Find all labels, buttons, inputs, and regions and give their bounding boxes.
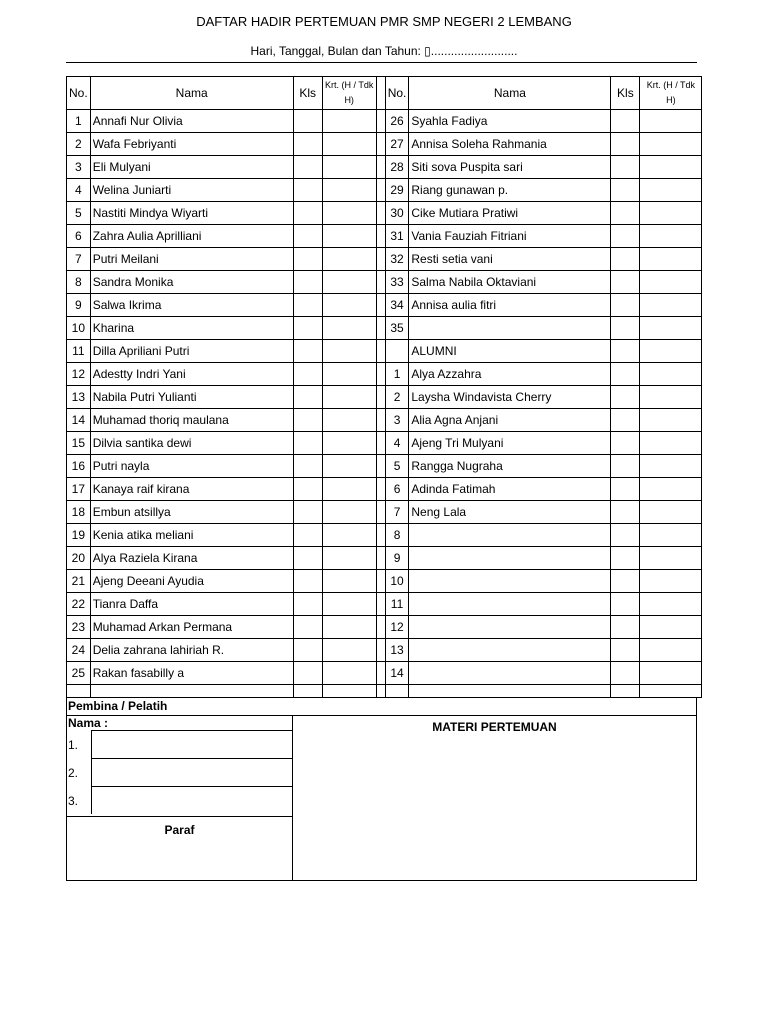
kls-cell[interactable] xyxy=(611,524,640,547)
row-number-left: 19 xyxy=(67,524,91,547)
member-name-left: Dilla Apriliani Putri xyxy=(90,340,293,363)
member-name-right xyxy=(409,524,611,547)
table-row xyxy=(67,294,702,317)
kls-cell[interactable] xyxy=(611,639,640,662)
member-name-left: Delia zahrana lahiriah R. xyxy=(90,639,293,662)
member-name-left: Putri nayla xyxy=(90,455,293,478)
attendance-cell[interactable] xyxy=(322,317,376,340)
row-number-right: 9 xyxy=(385,547,409,570)
attendance-cell[interactable] xyxy=(640,271,702,294)
row-number-right: 1 xyxy=(385,363,409,386)
kls-cell[interactable] xyxy=(611,179,640,202)
member-name-left: Annafi Nur Olivia xyxy=(90,110,293,133)
signature-row xyxy=(67,758,292,786)
column-separator xyxy=(376,156,385,179)
attendance-cell[interactable] xyxy=(322,248,376,271)
row-number-left: 2 xyxy=(67,133,91,156)
kls-cell[interactable] xyxy=(611,133,640,156)
member-name-left: Kanaya raif kirana xyxy=(90,478,293,501)
table-header-row xyxy=(67,77,702,110)
column-separator xyxy=(376,363,385,386)
kls-cell[interactable] xyxy=(611,340,640,363)
row-number-right: 27 xyxy=(385,133,409,156)
row-number-right: 32 xyxy=(385,248,409,271)
attendance-cell[interactable] xyxy=(322,202,376,225)
signature-row xyxy=(67,786,292,814)
row-number-right: 13 xyxy=(385,639,409,662)
attendance-cell[interactable] xyxy=(640,501,702,524)
member-name-right: Vania Fauziah Fitriani xyxy=(409,225,611,248)
kls-cell[interactable] xyxy=(293,363,322,386)
attendance-cell[interactable] xyxy=(322,570,376,593)
pembina-signature-column xyxy=(67,715,293,880)
column-separator xyxy=(376,455,385,478)
row-number-left: 14 xyxy=(67,409,91,432)
table-row xyxy=(67,317,702,340)
column-separator xyxy=(376,225,385,248)
column-separator xyxy=(376,271,385,294)
member-name-left: Kharina xyxy=(90,317,293,340)
column-separator xyxy=(376,409,385,432)
kls-cell[interactable] xyxy=(293,225,322,248)
kls-cell[interactable] xyxy=(293,248,322,271)
attendance-cell[interactable] xyxy=(640,547,702,570)
member-name-right xyxy=(409,662,611,685)
kls-cell[interactable] xyxy=(293,317,322,340)
kls-cell[interactable] xyxy=(293,524,322,547)
table-row xyxy=(67,432,702,455)
row-number-right: 30 xyxy=(385,202,409,225)
member-name-left: Muhamad Arkan Permana xyxy=(90,616,293,639)
kls-cell[interactable] xyxy=(293,616,322,639)
date-line: Hari, Tanggal, Bulan dan Tahun: ▯.......................... xyxy=(250,44,518,58)
column-separator xyxy=(376,639,385,662)
kls-cell[interactable] xyxy=(293,593,322,616)
member-name-right xyxy=(409,639,611,662)
attendance-cell[interactable] xyxy=(322,547,376,570)
member-name-right: Annisa Soleha Rahmania xyxy=(409,133,611,156)
attendance-cell[interactable] xyxy=(322,478,376,501)
blank-cell xyxy=(293,685,322,698)
table-row xyxy=(67,547,702,570)
kls-cell[interactable] xyxy=(611,409,640,432)
row-number-right: 7 xyxy=(385,501,409,524)
column-separator xyxy=(376,524,385,547)
kls-cell[interactable] xyxy=(293,501,322,524)
column-separator xyxy=(376,547,385,570)
column-separator xyxy=(376,616,385,639)
row-number-right: 5 xyxy=(385,455,409,478)
page-title: DAFTAR HADIR PERTEMUAN PMR SMP NEGERI 2 LEMBANG xyxy=(196,14,572,29)
materi-pertemuan-label: MATERI PERTEMUAN xyxy=(432,720,557,734)
member-name-left: Rakan fasabilly a xyxy=(90,662,293,685)
column-separator xyxy=(376,133,385,156)
kls-cell[interactable] xyxy=(293,340,322,363)
kls-cell[interactable] xyxy=(611,478,640,501)
attendance-cell[interactable] xyxy=(640,478,702,501)
kls-cell[interactable] xyxy=(293,202,322,225)
attendance-cell[interactable] xyxy=(640,662,702,685)
row-number-right: 4 xyxy=(385,432,409,455)
row-number-left: 1 xyxy=(67,110,91,133)
table-row xyxy=(67,225,702,248)
row-number-right xyxy=(385,340,409,363)
kls-cell[interactable] xyxy=(611,110,640,133)
attendance-cell[interactable] xyxy=(322,179,376,202)
table-row xyxy=(67,340,702,363)
row-number-right: 12 xyxy=(385,616,409,639)
row-number-left: 16 xyxy=(67,455,91,478)
blank-row xyxy=(67,685,702,698)
row-number-left: 17 xyxy=(67,478,91,501)
row-number-left: 24 xyxy=(67,639,91,662)
table-row xyxy=(67,616,702,639)
table-row xyxy=(67,409,702,432)
kls-cell[interactable] xyxy=(611,225,640,248)
member-name-right: ALUMNI xyxy=(409,340,611,363)
kls-cell[interactable] xyxy=(611,317,640,340)
row-number-left: 8 xyxy=(67,271,91,294)
attendance-cell[interactable] xyxy=(322,455,376,478)
member-name-right: Alia Agna Anjani xyxy=(409,409,611,432)
blank-cell xyxy=(640,685,702,698)
row-number-left: 11 xyxy=(67,340,91,363)
column-separator xyxy=(376,317,385,340)
kls-cell[interactable] xyxy=(293,386,322,409)
member-name-left: Ajeng Deeani Ayudia xyxy=(90,570,293,593)
kls-cell[interactable] xyxy=(293,639,322,662)
header-krt-left: Krt. (H / Tdk H) xyxy=(322,77,376,110)
attendance-cell[interactable] xyxy=(640,110,702,133)
attendance-cell[interactable] xyxy=(322,409,376,432)
row-number-right: 28 xyxy=(385,156,409,179)
kls-cell[interactable] xyxy=(293,294,322,317)
attendance-cell[interactable] xyxy=(640,409,702,432)
column-separator xyxy=(376,593,385,616)
attendance-cell[interactable] xyxy=(322,593,376,616)
column-separator xyxy=(376,386,385,409)
attendance-cell[interactable] xyxy=(322,156,376,179)
attendance-cell[interactable] xyxy=(322,363,376,386)
member-name-right: Annisa aulia fitri xyxy=(409,294,611,317)
attendance-cell[interactable] xyxy=(322,524,376,547)
attendance-cell[interactable] xyxy=(322,225,376,248)
signature-index: 1. xyxy=(68,738,79,752)
attendance-cell[interactable] xyxy=(640,225,702,248)
kls-cell[interactable] xyxy=(611,547,640,570)
nama-label: Nama : xyxy=(68,716,109,730)
header-no-right: No. xyxy=(385,77,409,110)
attendance-cell[interactable] xyxy=(640,639,702,662)
kls-cell[interactable] xyxy=(611,455,640,478)
table-row xyxy=(67,202,702,225)
member-name-right xyxy=(409,616,611,639)
kls-cell[interactable] xyxy=(611,271,640,294)
member-name-right: Alya Azzahra xyxy=(409,363,611,386)
column-separator xyxy=(376,248,385,271)
row-number-left: 23 xyxy=(67,616,91,639)
member-name-left: Eli Mulyani xyxy=(90,156,293,179)
kls-cell[interactable] xyxy=(611,432,640,455)
member-name-right xyxy=(409,570,611,593)
row-number-right: 8 xyxy=(385,524,409,547)
title-divider xyxy=(66,62,697,63)
member-name-left: Dilvia santika dewi xyxy=(90,432,293,455)
table-row xyxy=(67,386,702,409)
member-name-left: Alya Raziela Kirana xyxy=(90,547,293,570)
member-name-right xyxy=(409,593,611,616)
table-row xyxy=(67,593,702,616)
column-separator xyxy=(376,294,385,317)
row-number-left: 15 xyxy=(67,432,91,455)
kls-cell[interactable] xyxy=(611,501,640,524)
member-name-right: Ajeng Tri Mulyani xyxy=(409,432,611,455)
row-number-right: 31 xyxy=(385,225,409,248)
attendance-cell[interactable] xyxy=(640,616,702,639)
blank-cell xyxy=(409,685,611,698)
kls-cell[interactable] xyxy=(293,570,322,593)
table-row xyxy=(67,248,702,271)
member-name-right: Laysha Windavista Cherry xyxy=(409,386,611,409)
attendance-cell[interactable] xyxy=(640,432,702,455)
kls-cell[interactable] xyxy=(293,455,322,478)
kls-cell[interactable] xyxy=(293,409,322,432)
column-separator xyxy=(376,432,385,455)
row-number-left: 5 xyxy=(67,202,91,225)
attendance-cell[interactable] xyxy=(640,386,702,409)
kls-cell[interactable] xyxy=(611,593,640,616)
table-row xyxy=(67,271,702,294)
member-name-left: Tianra Daffa xyxy=(90,593,293,616)
member-name-right: Riang gunawan p. xyxy=(409,179,611,202)
header-kls-left: Kls xyxy=(293,77,322,110)
member-name-right: Resti setia vani xyxy=(409,248,611,271)
attendance-cell[interactable] xyxy=(640,179,702,202)
member-name-left: Nastiti Mindya Wiyarti xyxy=(90,202,293,225)
blank-cell xyxy=(376,685,385,698)
row-number-right: 6 xyxy=(385,478,409,501)
blank-cell xyxy=(67,685,91,698)
signature-box[interactable] xyxy=(91,758,292,786)
attendance-cell[interactable] xyxy=(322,432,376,455)
table-row xyxy=(67,639,702,662)
attendance-cell[interactable] xyxy=(640,317,702,340)
kls-cell[interactable] xyxy=(293,547,322,570)
attendance-cell[interactable] xyxy=(640,156,702,179)
attendance-cell[interactable] xyxy=(322,294,376,317)
row-number-left: 4 xyxy=(67,179,91,202)
member-name-left: Adestty Indri Yani xyxy=(90,363,293,386)
row-number-left: 20 xyxy=(67,547,91,570)
member-name-right: Neng Lala xyxy=(409,501,611,524)
row-number-left: 18 xyxy=(67,501,91,524)
member-name-right: Siti sova Puspita sari xyxy=(409,156,611,179)
row-number-left: 21 xyxy=(67,570,91,593)
attendance-table xyxy=(66,76,702,698)
attendance-cell[interactable] xyxy=(322,340,376,363)
kls-cell[interactable] xyxy=(293,432,322,455)
attendance-cell[interactable] xyxy=(322,386,376,409)
member-name-left: Zahra Aulia Aprilliani xyxy=(90,225,293,248)
kls-cell[interactable] xyxy=(611,294,640,317)
attendance-cell[interactable] xyxy=(640,593,702,616)
signature-box[interactable] xyxy=(91,730,292,758)
blank-cell xyxy=(385,685,409,698)
column-separator xyxy=(376,77,385,110)
member-name-right: Syahla Fadiya xyxy=(409,110,611,133)
kls-cell[interactable] xyxy=(293,179,322,202)
table-row xyxy=(67,524,702,547)
row-number-right: 33 xyxy=(385,271,409,294)
table-row xyxy=(67,133,702,156)
member-name-right: Rangga Nugraha xyxy=(409,455,611,478)
kls-cell[interactable] xyxy=(293,662,322,685)
attendance-cell[interactable] xyxy=(322,639,376,662)
member-name-left: Putri Meilani xyxy=(90,248,293,271)
row-number-right: 14 xyxy=(385,662,409,685)
table-row xyxy=(67,179,702,202)
member-name-left: Embun atsillya xyxy=(90,501,293,524)
member-name-left: Kenia atika meliani xyxy=(90,524,293,547)
table-row xyxy=(67,662,702,685)
row-number-left: 7 xyxy=(67,248,91,271)
table-row xyxy=(67,570,702,593)
kls-cell[interactable] xyxy=(611,156,640,179)
kls-cell[interactable] xyxy=(293,478,322,501)
table-row xyxy=(67,501,702,524)
row-number-left: 12 xyxy=(67,363,91,386)
bottom-section xyxy=(66,697,697,881)
paraf-label: Paraf xyxy=(164,823,195,837)
row-number-right: 11 xyxy=(385,593,409,616)
member-name-right: Cike Mutiara Pratiwi xyxy=(409,202,611,225)
row-number-right: 3 xyxy=(385,409,409,432)
column-separator xyxy=(376,179,385,202)
member-name-left: Muhamad thoriq maulana xyxy=(90,409,293,432)
row-number-right: 26 xyxy=(385,110,409,133)
table-row xyxy=(67,455,702,478)
kls-cell[interactable] xyxy=(611,363,640,386)
kls-cell[interactable] xyxy=(611,570,640,593)
signature-row xyxy=(67,730,292,758)
column-separator xyxy=(376,202,385,225)
pembina-label: Pembina / Pelatih xyxy=(67,698,697,716)
attendance-cell[interactable] xyxy=(322,616,376,639)
paraf-area[interactable] xyxy=(67,816,292,881)
table-row xyxy=(67,156,702,179)
header-nama-left: Nama xyxy=(90,77,293,110)
header-kls-right: Kls xyxy=(611,77,640,110)
member-name-right xyxy=(409,547,611,570)
member-name-right: Salma Nabila Oktaviani xyxy=(409,271,611,294)
signature-index: 3. xyxy=(68,794,79,808)
attendance-cell[interactable] xyxy=(322,110,376,133)
attendance-cell[interactable] xyxy=(640,524,702,547)
row-number-right: 34 xyxy=(385,294,409,317)
kls-cell[interactable] xyxy=(293,271,322,294)
column-separator xyxy=(376,478,385,501)
attendance-cell[interactable] xyxy=(322,133,376,156)
row-number-left: 3 xyxy=(67,156,91,179)
row-number-left: 6 xyxy=(67,225,91,248)
header-krt-right: Krt. (H / Tdk H) xyxy=(640,77,702,110)
header-no-left: No. xyxy=(67,77,91,110)
kls-cell[interactable] xyxy=(611,616,640,639)
member-name-left: Sandra Monika xyxy=(90,271,293,294)
row-number-left: 10 xyxy=(67,317,91,340)
attendance-cell[interactable] xyxy=(640,455,702,478)
column-separator xyxy=(376,501,385,524)
row-number-left: 22 xyxy=(67,593,91,616)
attendance-cell[interactable] xyxy=(322,662,376,685)
row-number-right: 2 xyxy=(385,386,409,409)
kls-cell[interactable] xyxy=(293,133,322,156)
kls-cell[interactable] xyxy=(611,202,640,225)
member-name-right xyxy=(409,317,611,340)
row-number-right: 35 xyxy=(385,317,409,340)
attendance-cell[interactable] xyxy=(640,363,702,386)
row-number-left: 9 xyxy=(67,294,91,317)
member-name-left: Salwa Ikrima xyxy=(90,294,293,317)
signature-box[interactable] xyxy=(91,786,292,814)
member-name-left: Welina Juniarti xyxy=(90,179,293,202)
member-name-right: Adinda Fatimah xyxy=(409,478,611,501)
attendance-cell[interactable] xyxy=(640,294,702,317)
table-row xyxy=(67,478,702,501)
blank-cell xyxy=(611,685,640,698)
header-nama-right: Nama xyxy=(409,77,611,110)
column-separator xyxy=(376,340,385,363)
row-number-right: 10 xyxy=(385,570,409,593)
kls-cell[interactable] xyxy=(611,662,640,685)
attendance-cell[interactable] xyxy=(640,340,702,363)
attendance-cell[interactable] xyxy=(640,202,702,225)
column-separator xyxy=(376,110,385,133)
blank-cell xyxy=(322,685,376,698)
signature-index: 2. xyxy=(68,766,79,780)
row-number-left: 25 xyxy=(67,662,91,685)
table-row xyxy=(67,110,702,133)
attendance-cell[interactable] xyxy=(640,248,702,271)
column-separator xyxy=(376,662,385,685)
kls-cell[interactable] xyxy=(611,386,640,409)
member-name-left: Nabila Putri Yulianti xyxy=(90,386,293,409)
kls-cell[interactable] xyxy=(611,248,640,271)
attendance-cell[interactable] xyxy=(640,133,702,156)
attendance-cell[interactable] xyxy=(322,501,376,524)
table-row xyxy=(67,363,702,386)
blank-cell xyxy=(90,685,293,698)
row-number-right: 29 xyxy=(385,179,409,202)
row-number-left: 13 xyxy=(67,386,91,409)
kls-cell[interactable] xyxy=(293,156,322,179)
column-separator xyxy=(376,570,385,593)
kls-cell[interactable] xyxy=(293,110,322,133)
member-name-left: Wafa Febriyanti xyxy=(90,133,293,156)
attendance-cell[interactable] xyxy=(640,570,702,593)
attendance-cell[interactable] xyxy=(322,271,376,294)
